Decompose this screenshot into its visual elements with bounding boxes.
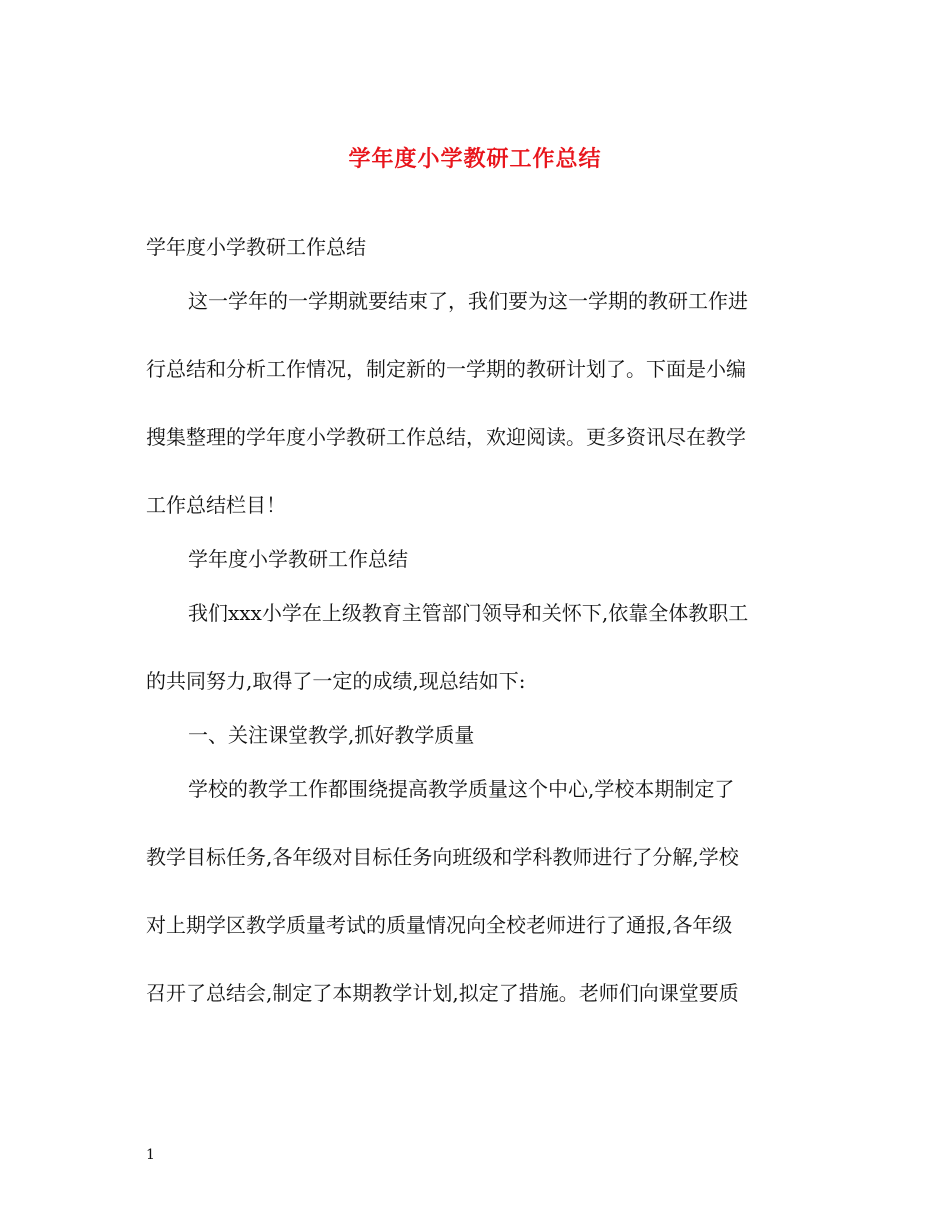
section-heading: 一、关注课堂教学,抓好教学质量: [188, 723, 475, 747]
paragraph-line: 学校的教学工作都围绕提高教学质量这个中心,学校本期制定了: [188, 777, 735, 801]
document-title: 学年度小学教研工作总结: [348, 146, 602, 172]
section-heading: 学年度小学教研工作总结: [188, 547, 408, 571]
paragraph-line: 教学目标任务,各年级对目标任务向班级和学科教师进行了分解,学校: [146, 845, 739, 869]
document-body: [146, 232, 806, 1008]
paragraph-line: 召开了总结会,制定了本期教学计划,拟定了措施。老师们向课堂要质: [146, 981, 739, 1005]
text-line-subtitle: 学年度小学教研工作总结: [146, 235, 366, 259]
paragraph-line: 工作总结栏目！: [146, 493, 286, 517]
paragraph-line: 搜集整理的学年度小学教研工作总结，欢迎阅读。更多资讯尽在教学: [146, 425, 746, 449]
paragraph-line: 行总结和分析工作情况，制定新的一学期的教研计划了。下面是小编: [146, 357, 746, 381]
paragraph-line: 我们xxx小学在上级教育主管部门领导和关怀下,依靠全体教职工: [188, 601, 749, 625]
paragraph-line: 的共同努力,取得了一定的成绩,现总结如下:: [146, 669, 526, 693]
paragraph-line: 对上期学区教学质量考试的质量情况向全校老师进行了通报,各年级: [146, 913, 733, 937]
paragraph-line: 这一学年的一学期就要结束了，我们要为这一学期的教研工作进: [188, 289, 748, 313]
page-number: 1: [146, 1147, 155, 1163]
